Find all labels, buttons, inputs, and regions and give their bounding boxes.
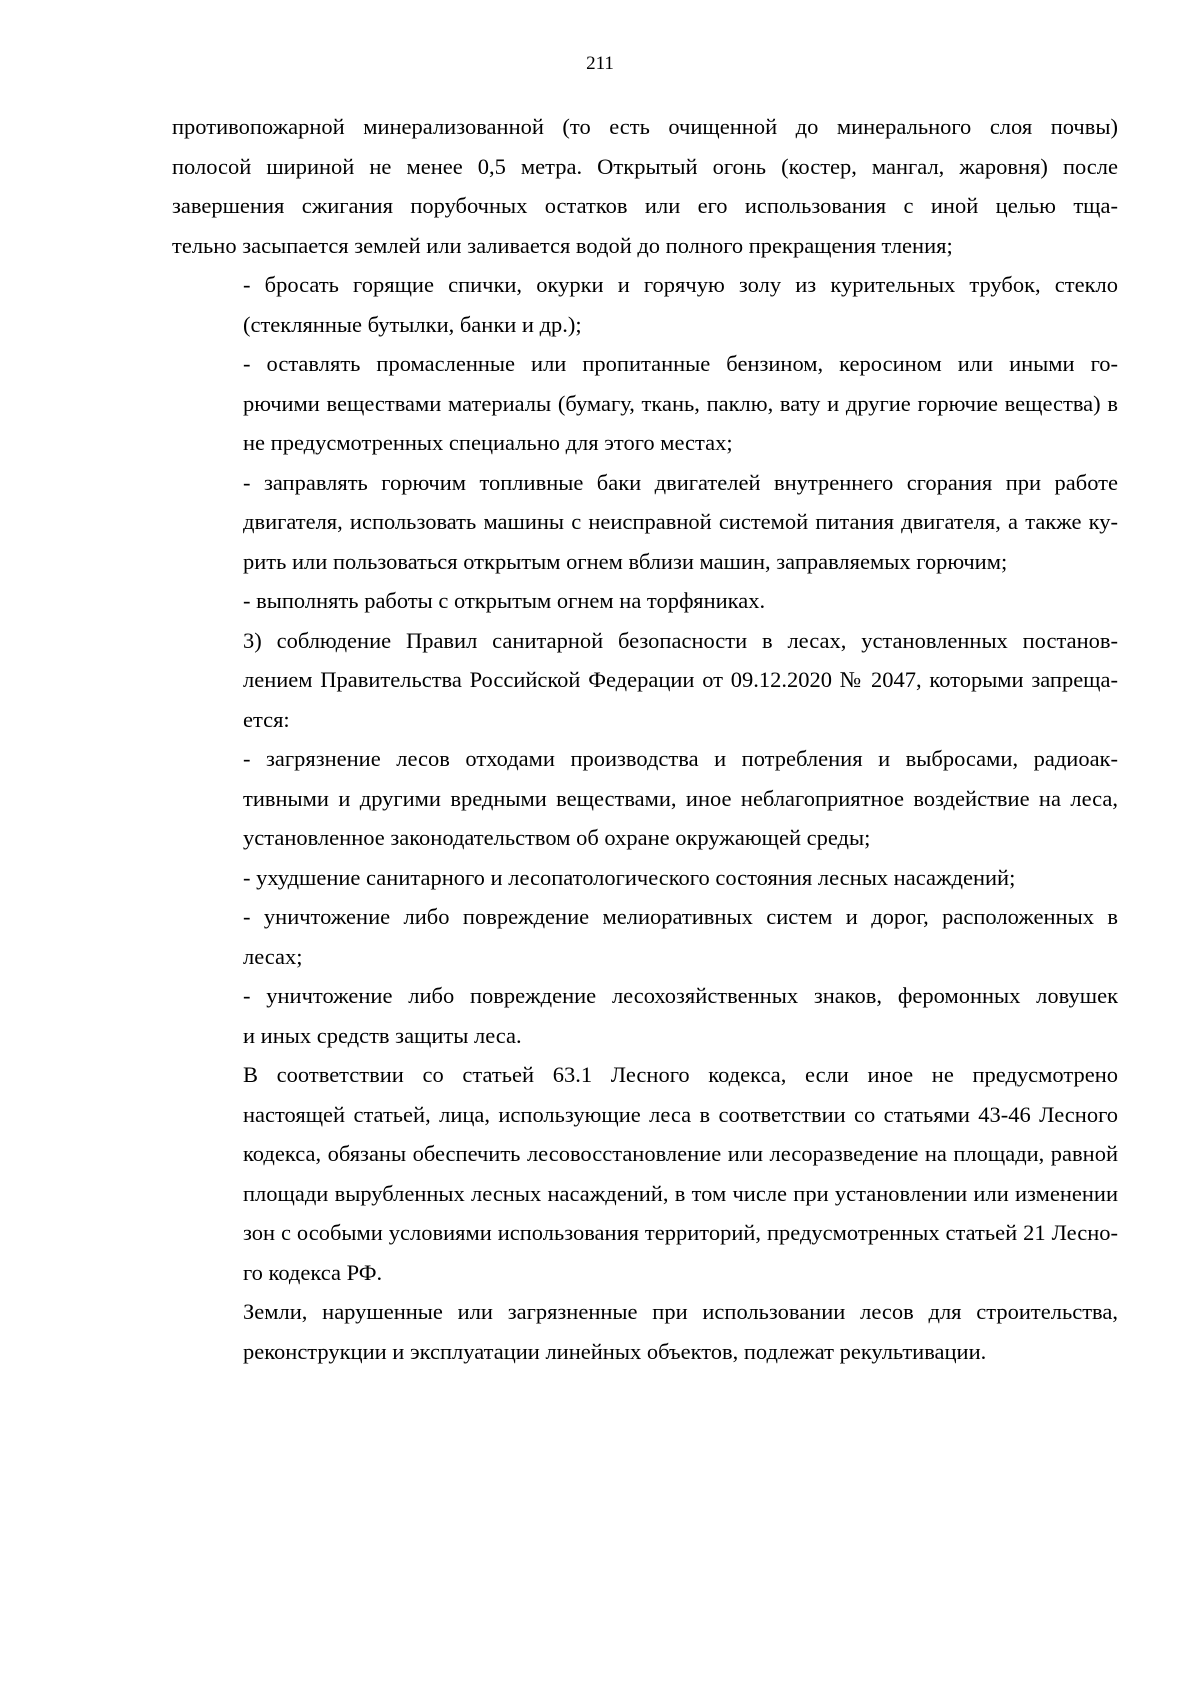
paragraph <box>172 739 1118 858</box>
text-line: установленное законодательством об охране окружающей среды; <box>243 825 871 850</box>
page-number: 211 <box>586 53 614 74</box>
text-line: - бросать горящие спички, окурки и горячую золу из курительных трубок, стекло <box>243 272 1118 297</box>
text-line: (стеклянные бутылки, банки и др.); <box>243 311 582 337</box>
text-line: лесах; <box>243 943 303 969</box>
text-line: тивными и другими вредными веществами, иное неблагоприятное воздействие на леса, <box>243 785 1118 811</box>
text-line: го кодекса РФ. <box>243 1259 383 1285</box>
document-body <box>172 107 1118 1371</box>
text-line: площади вырубленных лесных насаждений, в том числе при установлении или изменении <box>243 1180 1118 1206</box>
paragraph <box>172 581 1118 621</box>
paragraph <box>172 1292 1118 1371</box>
text-line: ется: <box>243 706 290 732</box>
text-line: - уничтожение либо повреждение лесохозяйственных знаков, феромонных ловушек <box>243 983 1118 1008</box>
paragraph <box>172 1055 1118 1292</box>
text-line: В соответствии со статьей 63.1 Лесного кодекса, если иное не предусмотрено <box>243 1062 1118 1087</box>
text-line: двигателя, использовать машины с неисправной системой питания двигателя, а также ку- <box>243 509 1118 534</box>
text-line: кодекса, обязаны обеспечить лесовосстановление или лесоразведение на площади, равной <box>243 1141 1118 1166</box>
text-line: противопожарной минерализованной (то есть очищенной до минерального слоя почвы) <box>172 114 1118 139</box>
text-line: и иных средств защиты леса. <box>243 1022 522 1048</box>
text-line: - ухудшение санитарного и лесопатологического состояния лесных насаждений; <box>243 864 1016 890</box>
text-line: - заправлять горючим топливные баки двигателей внутреннего сгорания при работе <box>243 469 1118 495</box>
text-line: рить или пользоваться открытым огнем вблизи машин, заправляемых горючим; <box>243 548 1008 574</box>
text-line: - загрязнение лесов отходами производства и потребления и выбросами, радиоак- <box>243 746 1118 771</box>
paragraph <box>172 107 1118 265</box>
text-line: настоящей статьей, лица, использующие леса в соответствии со статьями 43-46 Лесного <box>243 1101 1118 1127</box>
paragraph <box>172 265 1118 344</box>
text-line: - уничтожение либо повреждение мелиоративных систем и дорог, расположенных в <box>243 904 1118 929</box>
paragraph <box>172 344 1118 463</box>
text-line: рючими веществами материалы (бумагу, ткань, паклю, вату и другие горючие вещества) в <box>243 390 1118 416</box>
paragraph <box>172 976 1118 1055</box>
text-line: полосой шириной не менее 0,5 метра. Открытый огонь (костер, мангал, жаровня) после <box>172 153 1118 179</box>
paragraph <box>172 897 1118 976</box>
paragraph <box>172 858 1118 898</box>
text-line: зон с особыми условиями использования территорий, предусмотренных статьей 21 Лесно- <box>243 1220 1118 1245</box>
paragraph <box>172 621 1118 740</box>
text-line: реконструкции и эксплуатации линейных объектов, подлежат рекультивации. <box>243 1338 987 1364</box>
text-line: лением Правительства Российской Федерации от 09.12.2020 № 2047, которыми запреща- <box>243 667 1118 692</box>
text-line: - выполнять работы с открытым огнем на торфяниках. <box>243 588 766 613</box>
text-line: тельно засыпается землей или заливается водой до полного прекращения тления; <box>172 232 953 258</box>
text-line: завершения сжигания порубочных остатков или его использования с иной целью тща- <box>172 193 1118 218</box>
text-line: Земли, нарушенные или загрязненные при использовании лесов для строительства, <box>243 1299 1118 1324</box>
text-line: 3) соблюдение Правил санитарной безопасности в лесах, установленных постанов- <box>243 627 1118 653</box>
text-line: - оставлять промасленные или пропитанные бензином, керосином или иными го- <box>243 351 1118 376</box>
paragraph <box>172 463 1118 582</box>
text-line: не предусмотренных специально для этого местах; <box>243 430 733 455</box>
